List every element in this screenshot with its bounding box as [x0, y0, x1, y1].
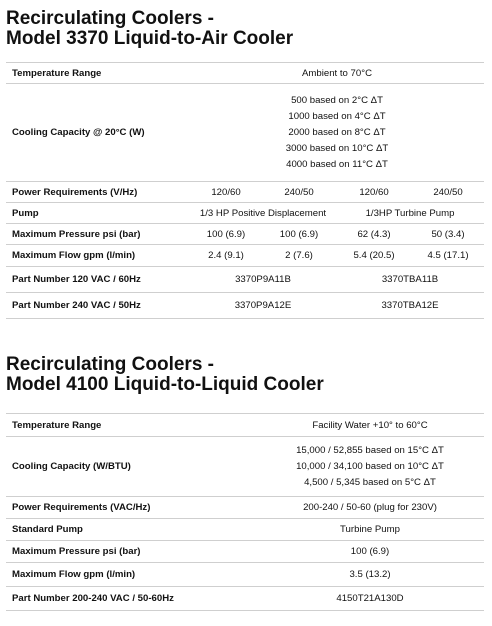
row-max-pressure — [6, 224, 484, 245]
row-label: Temperature Range — [6, 414, 256, 437]
row-value: 240/50 — [262, 182, 336, 203]
row-label: Maximum Flow gpm (l/min) — [6, 245, 190, 267]
row-value: 240/50 — [412, 182, 484, 203]
row-value: 5.4 (20.5) — [336, 245, 412, 267]
row-label: Pump — [6, 203, 190, 224]
row-part-number — [6, 587, 484, 611]
capacity-line: 500 based on 2°C ΔT — [291, 94, 383, 106]
capacity-line: 10,000 / 34,100 based on 10°C ΔT — [296, 460, 444, 472]
row-part-number-120 — [6, 267, 484, 293]
row-standard-pump — [6, 519, 484, 541]
title-line-2: Model 3370 Liquid-to-Air Cooler — [6, 28, 294, 49]
row-label: Cooling Capacity @ 20°C (W) — [6, 84, 190, 182]
row-value: 3370P9A11B — [190, 267, 336, 293]
capacity-line: 2000 based on 8°C ΔT — [288, 126, 386, 138]
spec-table-3370 — [6, 62, 484, 319]
row-value: 100 (6.9) — [262, 224, 336, 245]
row-power-requirements — [6, 497, 484, 519]
section-title — [0, 9, 293, 49]
row-label: Temperature Range — [6, 63, 190, 84]
row-temperature-range — [6, 414, 484, 437]
row-max-flow — [6, 245, 484, 267]
row-value — [256, 437, 484, 497]
row-value: Turbine Pump — [256, 519, 484, 541]
row-part-number-240 — [6, 293, 484, 319]
row-label: Cooling Capacity (W/BTU) — [6, 437, 256, 497]
row-temperature-range — [6, 63, 484, 84]
row-max-flow — [6, 563, 484, 587]
capacity-line: 1000 based on 4°C ΔT — [288, 110, 386, 122]
row-label: Power Requirements (VAC/Hz) — [6, 497, 256, 519]
row-label: Power Requirements (V/Hz) — [6, 182, 190, 203]
row-label: Standard Pump — [6, 519, 256, 541]
capacity-line: 4000 based on 11°C ΔT — [286, 158, 388, 170]
title-line-2: Model 4100 Liquid-to-Liquid Cooler — [6, 374, 324, 395]
row-value — [190, 84, 484, 182]
section-title — [0, 355, 324, 395]
row-value: 1/3HP Turbine Pump — [336, 203, 484, 224]
row-power-requirements — [6, 182, 484, 203]
row-value: 3370TBA12E — [336, 293, 484, 319]
row-value: 3370P9A12E — [190, 293, 336, 319]
row-value: 2 (7.6) — [262, 245, 336, 267]
row-value: 2.4 (9.1) — [190, 245, 262, 267]
capacity-line: 3000 based on 10°C ΔT — [285, 142, 389, 154]
row-label: Part Number 200-240 VAC / 50-60Hz — [6, 587, 256, 611]
row-value: 120/60 — [336, 182, 412, 203]
row-value: 4.5 (17.1) — [412, 245, 484, 267]
row-value: Facility Water +10° to 60°C — [256, 414, 484, 437]
row-value: 100 (6.9) — [190, 224, 262, 245]
capacity-line: 15,000 / 52,855 based on 15°C ΔT — [296, 444, 444, 456]
row-label: Maximum Pressure psi (bar) — [6, 541, 256, 563]
row-value: 100 (6.9) — [256, 541, 484, 563]
row-value: 120/60 — [190, 182, 262, 203]
capacity-line: 4,500 / 5,345 based on 5°C ΔT — [304, 476, 436, 488]
row-value: 50 (3.4) — [412, 224, 484, 245]
row-value: 3370TBA11B — [336, 267, 484, 293]
row-max-pressure — [6, 541, 484, 563]
row-label: Part Number 240 VAC / 50Hz — [6, 293, 190, 319]
row-label: Maximum Pressure psi (bar) — [6, 224, 190, 245]
row-pump — [6, 203, 484, 224]
row-value: 4150T21A130D — [256, 587, 484, 611]
row-value: 62 (4.3) — [336, 224, 412, 245]
row-value: 1/3 HP Positive Displacement — [190, 203, 336, 224]
title-line-1: Recirculating Coolers - — [6, 354, 214, 375]
title-line-1: Recirculating Coolers - — [6, 8, 214, 29]
row-label: Part Number 120 VAC / 60Hz — [6, 267, 190, 293]
row-cooling-capacity — [6, 437, 484, 497]
row-value: 200-240 / 50-60 (plug for 230V) — [256, 497, 484, 519]
row-cooling-capacity — [6, 84, 484, 182]
row-label: Maximum Flow gpm (l/min) — [6, 563, 256, 587]
spec-table-4100 — [6, 413, 484, 611]
row-value: 3.5 (13.2) — [256, 563, 484, 587]
row-value: Ambient to 70°C — [190, 63, 484, 84]
